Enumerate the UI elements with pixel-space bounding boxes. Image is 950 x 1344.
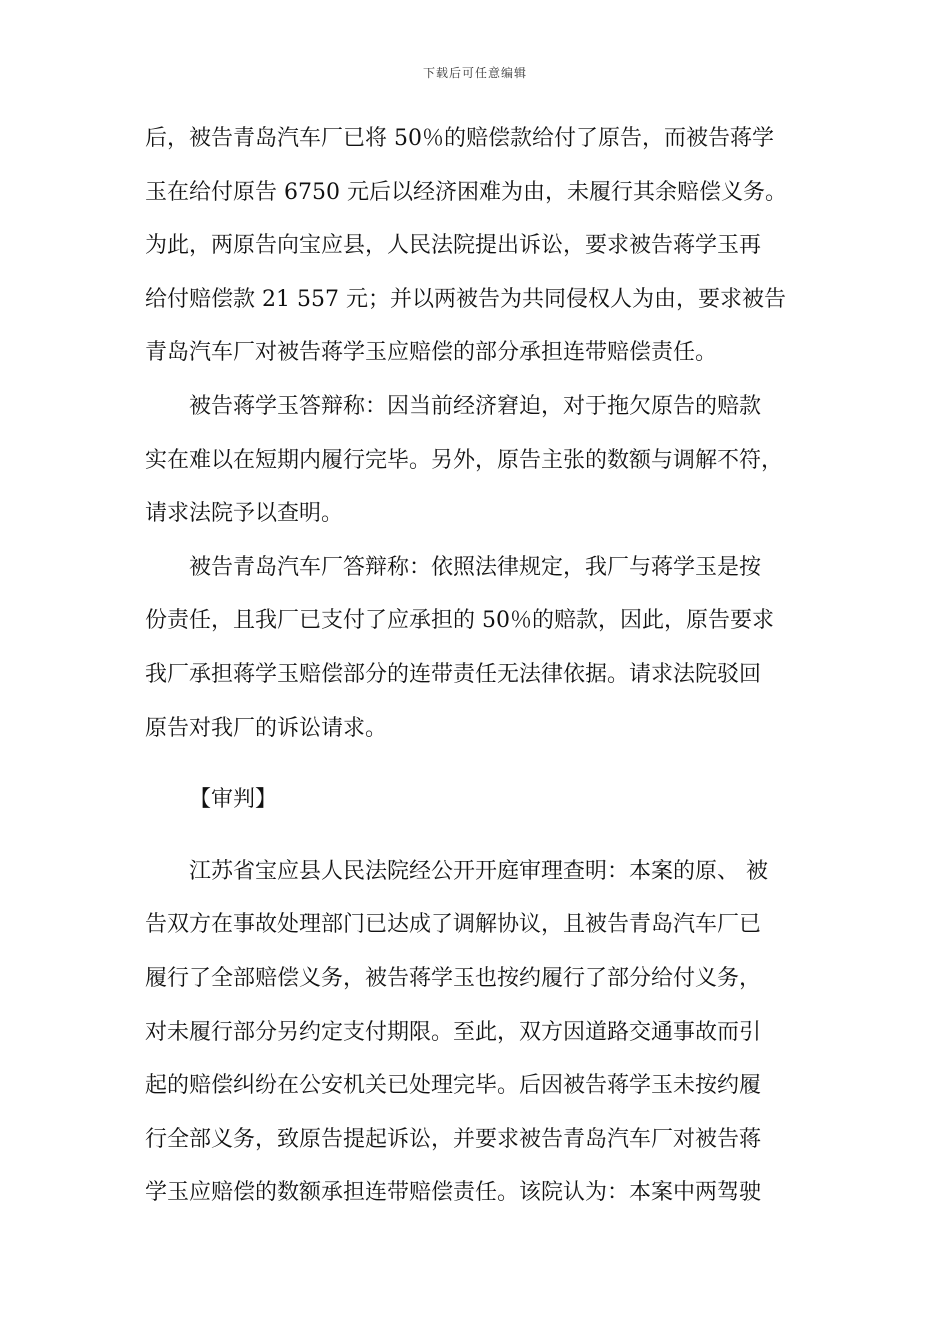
text-line: 行全部义务，致原告提起诉讼，并要求被告青岛汽车厂对被告蒋: [145, 1126, 762, 1152]
text-line: 对未履行部分另约定支付期限。至此，双方因道路交通事故而引: [145, 1019, 762, 1045]
text-line: 被告蒋学玉答辩称：因当前经济窘迫，对于拖欠原告的赔款: [189, 393, 762, 419]
text-line: 后，被告青岛汽车厂已将 50％的赔偿款给付了原告，而被告蒋学: [145, 126, 774, 151]
text-line: 江苏省宝应县人民法院经公开开庭审理查明：本案的原、 被: [189, 858, 768, 884]
text-line: 份责任，且我厂已支付了应承担的 50％的赔款，因此，原告要求: [145, 608, 774, 634]
text-line: 我厂承担蒋学玉赔偿部分的连带责任无法律依据。请求法院驳回: [145, 661, 762, 687]
text-line: 被告青岛汽车厂答辩称：依照法律规定，我厂与蒋学玉是按: [189, 554, 762, 580]
text-line: 青岛汽车厂对被告蒋学玉应赔偿的部分承担连带赔偿责任。: [145, 340, 718, 366]
text-line: 学玉应赔偿的数额承担连带赔偿责任。该院认为：本案中两驾驶: [145, 1180, 762, 1206]
paragraph-gap: [145, 827, 805, 845]
section-heading: 【审判】: [189, 787, 278, 813]
text-line: 给付赔偿款 21 557 元；并以两被告为共同侵权人为由，要求被告: [145, 286, 786, 312]
text-line: 请求法院予以查明。: [145, 501, 344, 527]
header-note: 下载后可任意编辑: [422, 66, 527, 80]
text-line: 玉在给付原告 6750 元后以经济困难为由，未履行其余赔偿义务。: [145, 179, 787, 205]
text-line: 起的赔偿纠纷在公安机关已处理完毕。后因被告蒋学玉未按约履: [145, 1073, 762, 1099]
text-line: 履行了全部赔偿义务，被告蒋学玉也按约履行了部分给付义务，: [145, 965, 762, 991]
text-line: 为此，两原告向宝应县，人民法院提出诉讼，要求被告蒋学玉再: [145, 233, 762, 259]
paragraph-gap: [145, 755, 805, 773]
text-line: 实在难以在短期内履行完毕。另外，原告主张的数额与调解不符，: [145, 447, 784, 473]
text-line: 原告对我厂的诉讼请求。: [145, 715, 388, 741]
text-line: 告双方在事故处理部门已达成了调解协议，且被告青岛汽车厂已: [145, 912, 762, 938]
document-body: [145, 112, 805, 1220]
